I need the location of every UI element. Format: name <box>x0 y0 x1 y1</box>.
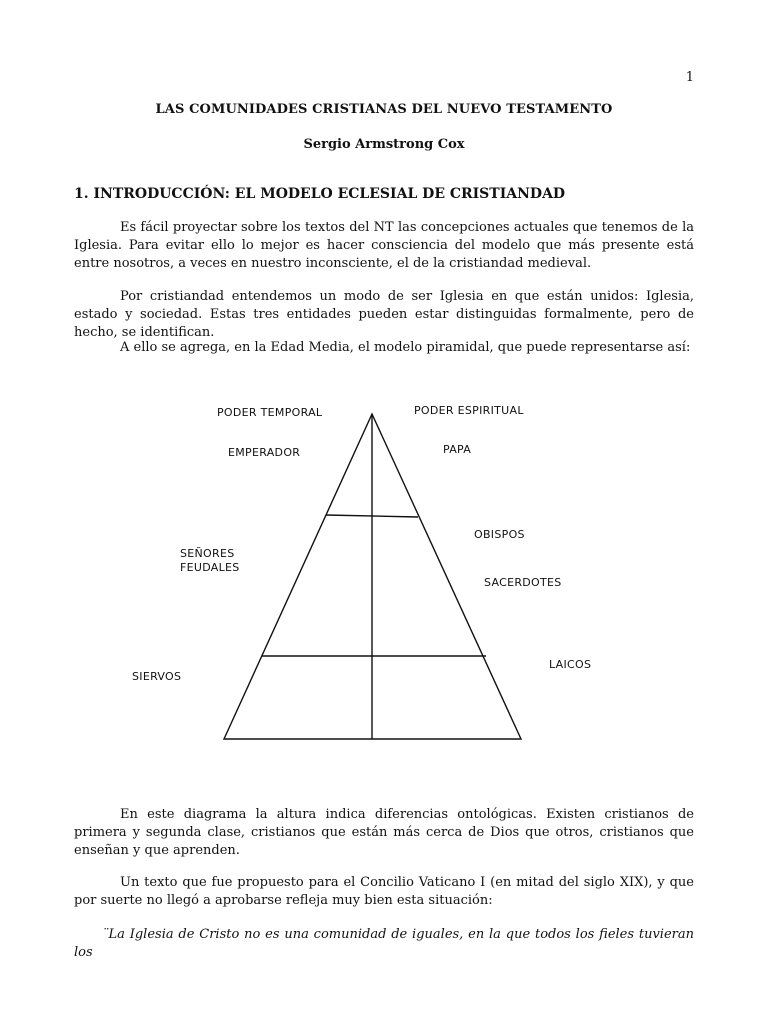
label-senores-feudales: SEÑORES FEUDALES <box>180 547 240 574</box>
label-emperador: EMPERADOR <box>228 446 301 459</box>
section-heading: 1. INTRODUCCIÓN: EL MODELO ECLESIAL DE CRISTIANDAD <box>74 186 566 202</box>
document-title: LAS COMUNIDADES CRISTIANAS DEL NUEVO TESTAMENTO <box>155 102 613 117</box>
label-poder-temporal: PODER TEMPORAL <box>217 406 323 419</box>
document-author: Sergio Armstrong Cox <box>303 137 465 152</box>
paragraph-4: En este diagrama la altura indica diferencias ontológicas. Existen cristianos de primera y segunda clase, cristianos que están más cerca de Dios que otros, cristianos que enseñan y que aprenden. <box>74 807 694 858</box>
paragraph-2: Por cristiandad entendemos un modo de ser Iglesia en que están unidos: Iglesia, estado y sociedad. Estas tres entidades pueden estar distinguidas formalmente, pero de hecho, se identifican. <box>74 289 694 340</box>
pyramid-diagram <box>0 390 768 750</box>
label-poder-espiritual: PODER ESPIRITUAL <box>414 404 524 417</box>
label-laicos: LAICOS <box>549 658 592 671</box>
page-number: 1 <box>685 70 694 85</box>
paragraph-5: Un texto que fue propuesto para el Concilio Vaticano I (en mitad del siglo XIX), y que por suerte no llegó a aprobarse refleja muy bien esta situación: <box>74 875 694 908</box>
label-sacerdotes: SACERDOTES <box>484 576 562 589</box>
paragraph-3: A ello se agrega, en la Edad Media, el modelo piramidal, que puede representarse así: <box>120 340 691 355</box>
label-obispos: OBISPOS <box>474 528 525 541</box>
paragraph-quote: ¨La Iglesia de Cristo no es una comunidad de iguales, en la que todos los fieles tuvieran los <box>74 927 694 960</box>
label-siervos: SIERVOS <box>132 670 182 683</box>
pyramid-upper-divider <box>326 515 418 517</box>
paragraph-1: Es fácil proyectar sobre los textos del NT las concepciones actuales que tenemos de la Iglesia. Para evitar ello lo mejor es hacer consciencia del modelo que más presente está entre nosotros, a veces en nuestro inconsciente, el de la cristiandad medieval. <box>74 220 694 271</box>
pyramid-drawing <box>0 390 768 750</box>
label-papa: PAPA <box>443 443 472 456</box>
